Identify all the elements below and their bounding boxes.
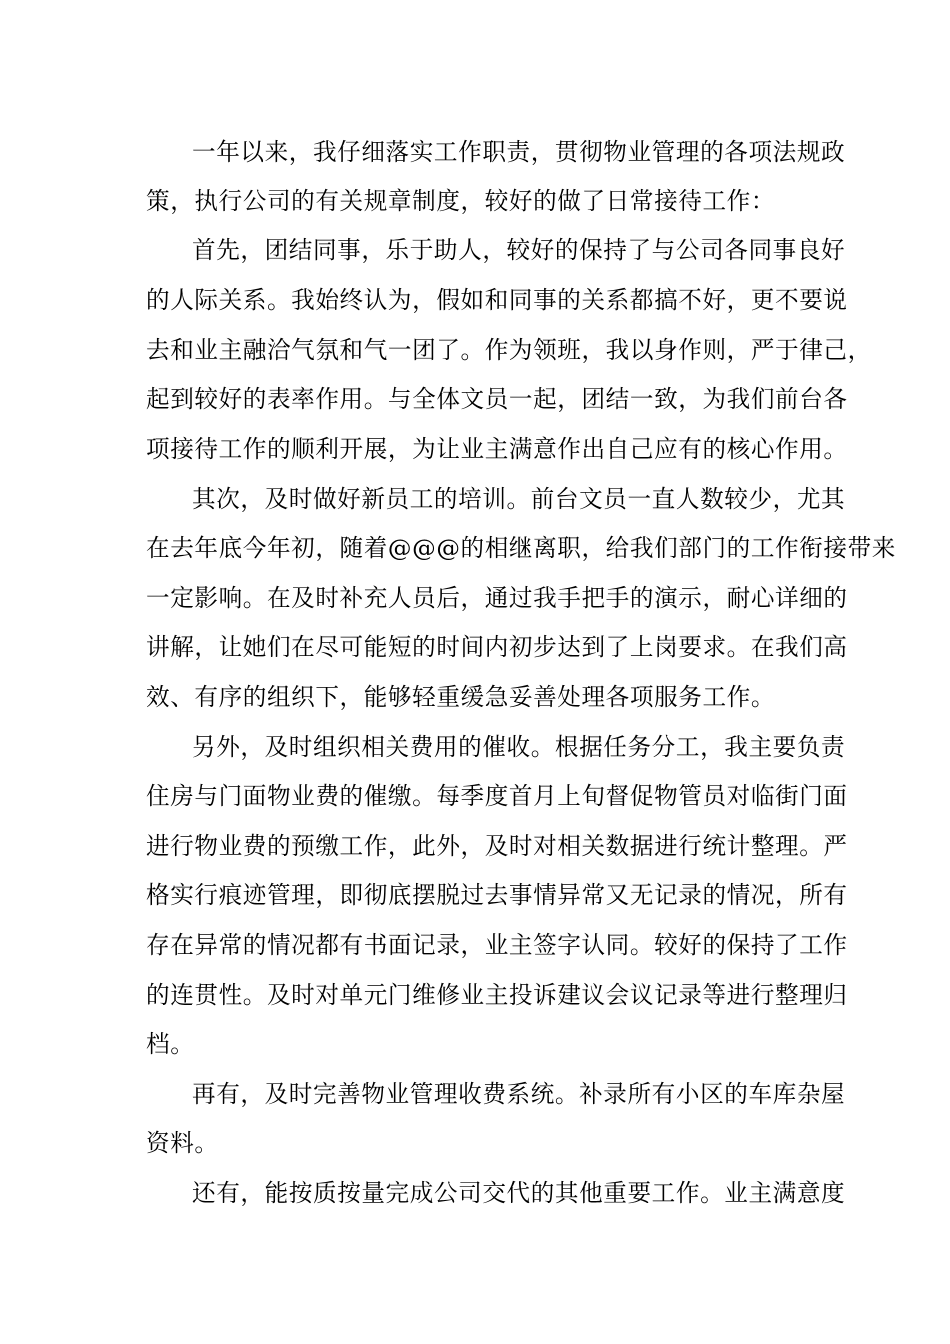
paragraph-5-line-2: 资料。	[146, 1129, 219, 1157]
paragraph-3-line-3: 一定影响。在及时补充人员后，通过我手把手的演示，耐心详细的	[146, 584, 848, 612]
paragraph-1-line-2: 策，执行公司的有关规章制度，较好的做了日常接待工作：	[146, 187, 776, 215]
paragraph-4-line-5: 存在异常的情况都有书面记录，业主签字认同。较好的保持了工作	[146, 931, 848, 959]
paragraph-2-line-2: 的人际关系。我始终认为，假如和同事的关系都搞不好，更不要说	[146, 286, 848, 314]
paragraph-3-line-1: 其次，及时做好新员工的培训。前台文员一直人数较少，尤其	[192, 485, 846, 513]
paragraph-4-line-2: 住房与门面物业费的催缴。每季度首月上旬督促物管员对临街门面	[146, 782, 848, 810]
paragraph-6-line-1: 还有，能按质按量完成公司交代的其他重要工作。业主满意度	[192, 1179, 846, 1207]
paragraph-2-line-1: 首先，团结同事，乐于助人，较好的保持了与公司各同事良好	[192, 236, 846, 264]
paragraph-5-line-1: 再有，及时完善物业管理收费系统。补录所有小区的车库杂屋	[192, 1080, 846, 1108]
paragraph-1-line-1: 一年以来，我仔细落实工作职责，贯彻物业管理的各项法规政	[192, 138, 846, 166]
paragraph-4-line-7: 档。	[146, 1030, 195, 1058]
paragraph-3-line-4: 讲解，让她们在尽可能短的时间内初步达到了上岗要求。在我们高	[146, 633, 848, 661]
paragraph-4-line-6: 的连贯性。及时对单元门维修业主投诉建议会议记录等进行整理归	[146, 981, 848, 1009]
paragraph-3-line-2: 在去年底今年初，随着@@@的相继离职，给我们部门的工作衔接带来	[146, 534, 897, 562]
paragraph-3-line-5: 效、有序的组织下，能够轻重缓急妥善处理各项服务工作。	[146, 683, 776, 711]
paragraph-4-line-4: 格实行痕迹管理，即彻底摆脱过去事情异常又无记录的情况，所有	[146, 881, 848, 909]
paragraph-2-line-4: 起到较好的表率作用。与全体文员一起，团结一致，为我们前台各	[146, 385, 848, 413]
paragraph-2-line-3: 去和业主融洽气氛和气一团了。作为领班，我以身作则，严于律己，	[146, 336, 872, 364]
paragraph-4-line-3: 进行物业费的预缴工作，此外，及时对相关数据进行统计整理。严	[146, 832, 848, 860]
paragraph-4-line-1: 另外，及时组织相关费用的催收。根据任务分工，我主要负责	[192, 733, 846, 761]
paragraph-2-line-5: 项接待工作的顺利开展，为让业主满意作出自己应有的核心作用。	[146, 435, 848, 463]
